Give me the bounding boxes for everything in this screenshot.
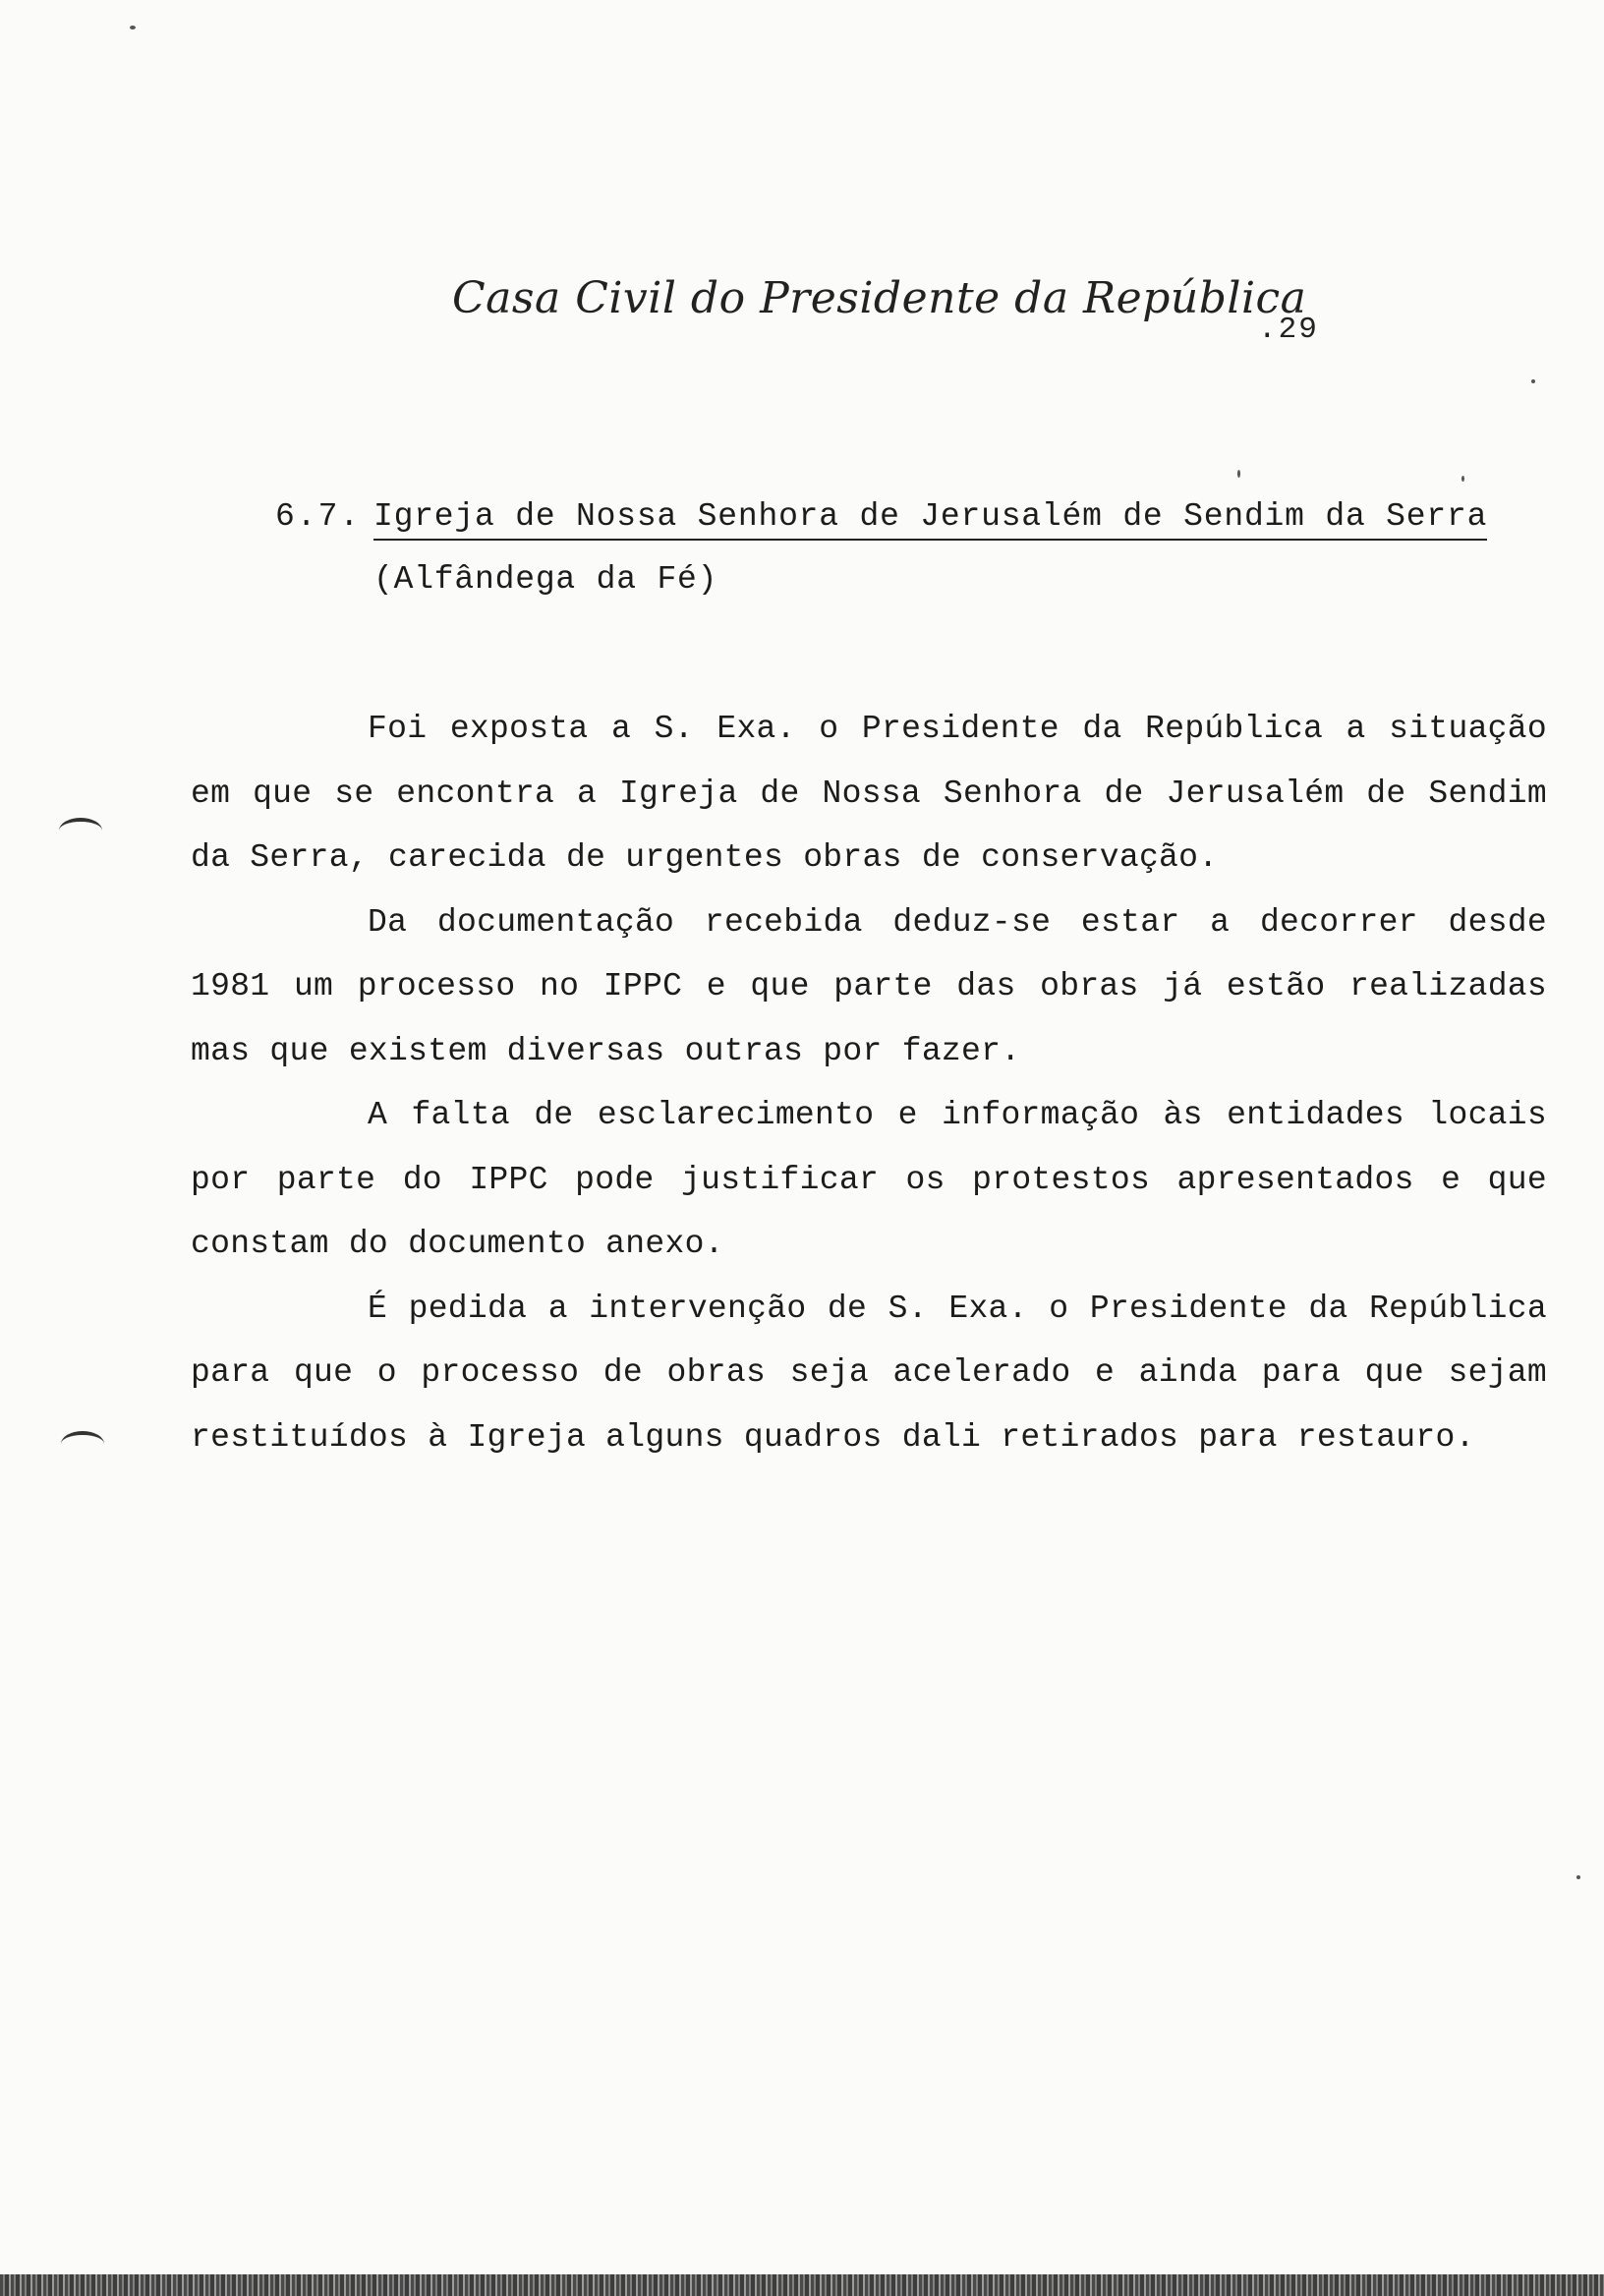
punch-hole-mark [59, 818, 102, 843]
scan-edge-noise [0, 2274, 1604, 2296]
section-title: Igreja de Nossa Senhora de Jerusalém de Sendim da Serra [373, 498, 1487, 541]
section-number: 6.7. [275, 498, 362, 535]
page-number: .29 [1258, 313, 1319, 347]
scan-speck [1531, 379, 1535, 383]
paragraph-3: A falta de esclarecimento e informação às entidades locais por parte do IPPC pode justificar os protestos apresentados e que constam do documento anexo. [191, 1097, 1547, 1262]
scan-speck [1237, 470, 1240, 478]
paragraph-1: Foi exposta a S. Exa. o Presidente da República a situação em que se encontra a Igreja de Nossa Senhora de Jerusalém de Sendim da Serra, carecida de urgentes obras de conservação. [191, 711, 1547, 876]
paragraph-2: Da documentação recebida deduz-se estar a decorrer desde 1981 um processo no IPPC e que parte das obras já estão realizadas mas que existem diversas outras por fazer. [191, 903, 1547, 1069]
paragraph-4: É pedida a intervenção de S. Exa. o Presidente da República para que o processo de obras seja acelerado e ainda para que sejam restituídos à Igreja alguns quadros dali retirados para restauro. [191, 1290, 1547, 1456]
scan-speck [1461, 476, 1464, 482]
scan-speck [130, 26, 136, 29]
section-subtitle: (Alfândega da Fé) [373, 561, 718, 598]
scan-speck [1576, 1875, 1580, 1879]
letterhead: Casa Civil do Presidente da República [452, 273, 1307, 323]
body-text [191, 697, 1547, 1469]
punch-hole-mark [61, 1431, 104, 1457]
